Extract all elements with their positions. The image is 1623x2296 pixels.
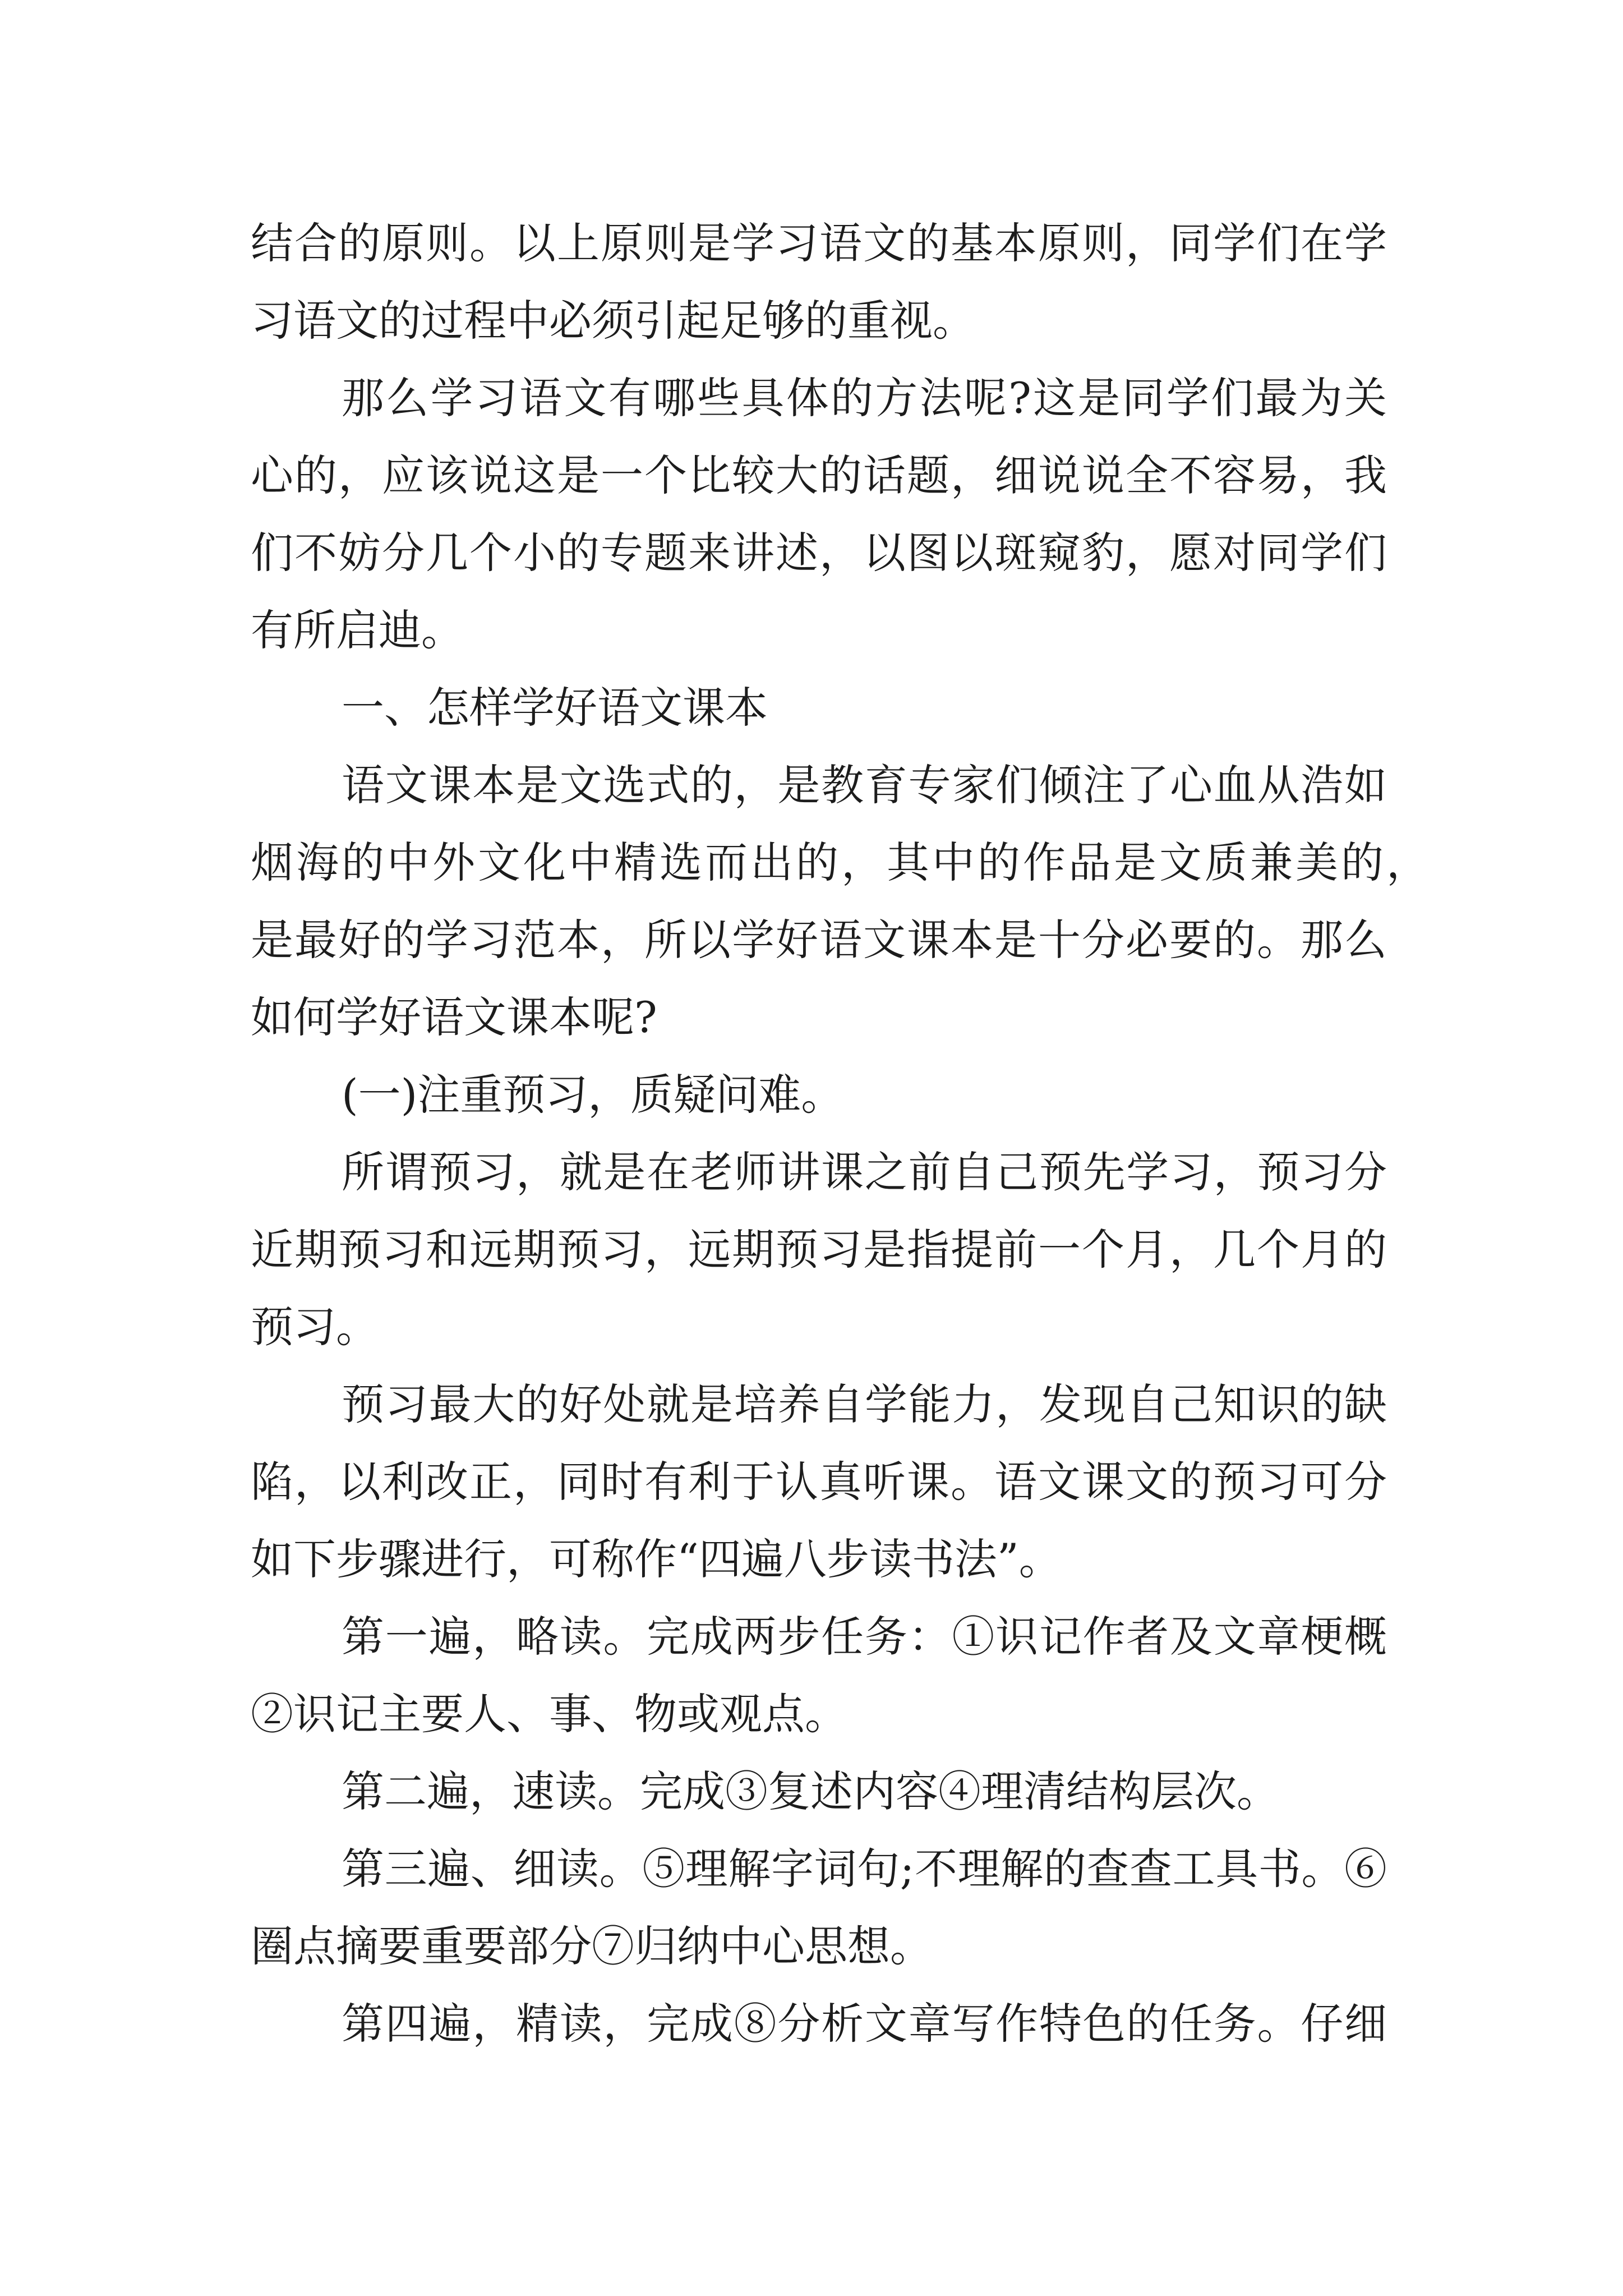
subsection-heading (251, 1056, 1387, 1134)
paragraph (251, 1830, 1387, 1985)
text-line: 结合的原则。以上原则是学习语文的基本原则，同学们在学 (251, 218, 1387, 268)
text-line: 第四遍，精读，完成⑧分析文章写作特色的任务。仔细 (342, 1999, 1387, 2049)
text-line: 陷，以利改正，同时有利于认真听课。语文课文的预习可分 (251, 1457, 1387, 1507)
paragraph (251, 1598, 1387, 1753)
text-line: 心的，应该说这是一个比较大的话题，细说说全不容易，我 (251, 450, 1387, 500)
text-line: 第三遍、细读。⑤理解字词句;不理解的查查工具书。⑥ (342, 1844, 1387, 1894)
text-line: 如下步骤进行，可称作“四遍八步读书法”。 (251, 1534, 1062, 1584)
text-line: 语文课本是文选式的，是教育专家们倾注了心血从浩如 (342, 760, 1387, 810)
paragraph (251, 360, 1387, 669)
text-line: 烟海的中外文化中精选而出的，其中的作品是文质兼美的， (251, 838, 1432, 887)
text-line: 们不妨分几个小的专题来讲述，以图以斑窥豹，愿对同学们 (251, 528, 1387, 578)
text-line: 圈点摘要重要部分⑦归纳中心思想。 (251, 1921, 933, 1971)
text-line: 第一遍，略读。完成两步任务：①识记作者及文章梗概 (342, 1612, 1387, 1662)
paragraph (251, 747, 1432, 1056)
text-line: 是最好的学习范本，所以学好语文课本是十分必要的。那么 (251, 915, 1387, 965)
text-line: 预习最大的好处就是培养自学能力，发现自己知识的缺 (342, 1379, 1387, 1429)
text-line: (一)注重预习，质疑问难。 (342, 1070, 844, 1120)
text-line: 第二遍，速读。完成③复述内容④理清结构层次。 (342, 1766, 1279, 1816)
paragraph (251, 1753, 1387, 1830)
text-line: 一、怎样学好语文课本 (342, 683, 768, 733)
text-line: 习语文的过程中必须引起足够的重视。 (251, 296, 975, 346)
text-line: 近期预习和远期预习，远期预习是指提前一个月，几个月的 (251, 1225, 1387, 1274)
paragraph (251, 1366, 1387, 1598)
text-line: 如何学好语文课本呢? (251, 992, 657, 1042)
text-line: 所谓预习，就是在老师讲课之前自己预先学习，预习分 (342, 1147, 1387, 1197)
section-heading (251, 669, 1387, 747)
document-body (251, 205, 1432, 2063)
paragraph (251, 205, 1387, 360)
text-line: 预习。 (251, 1302, 379, 1352)
text-line: ②识记主要人、事、物或观点。 (251, 1689, 847, 1739)
text-line: 那么学习语文有哪些具体的方法呢?这是同学们最为关 (342, 373, 1387, 423)
paragraph (251, 1134, 1387, 1366)
paragraph (251, 1985, 1387, 2063)
text-line: 有所启迪。 (251, 605, 464, 655)
